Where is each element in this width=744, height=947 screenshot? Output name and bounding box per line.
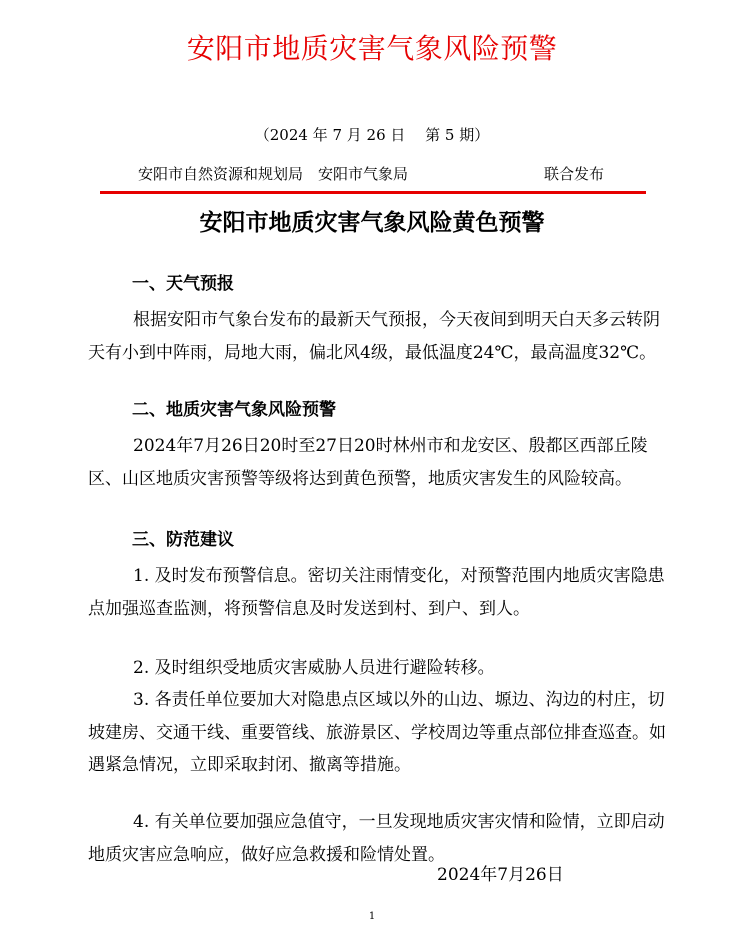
section-heading-advice: 三、防范建议 — [132, 530, 234, 550]
issue-line: （2024 年 7 月 26 日 第 5 期） — [254, 126, 490, 144]
paragraph-advice-1: 1. 及时发布预警信息。密切关注雨情变化，对预警范围内地质灾害隐患点加强巡查监测，将预警信息及时发送到村、到户、到人。 — [88, 566, 665, 619]
issuing-agencies-names: 安阳市自然资源和规划局 安阳市气象局 — [138, 165, 409, 183]
joint-release-label: 联合发布 — [543, 165, 604, 183]
issuing-agencies — [138, 163, 608, 185]
paragraph-advice-3: 3. 各责任单位要加大对隐患点区域以外的山边、塬边、沟边的村庄，切坡建房、交通干线、重要管线、旅游景区、学校周边等重点部位排查巡查。如遇紧急情况，立即采取封闭、撤离等措施。 — [88, 690, 666, 775]
paragraph-advice-4: 4. 有关单位要加强应急值守，一旦发现地质灾害灾情和险情，立即启动地质灾害应急响应，做好应急救援和险情处置。 — [88, 812, 665, 865]
page-number: 1 — [368, 911, 376, 922]
header-red-rule — [100, 191, 646, 194]
document-title: 安阳市地质灾害气象风险黄色预警 — [199, 210, 545, 236]
section-heading-weather: 一、天气预报 — [132, 274, 234, 294]
paragraph-weather: 根据安阳市气象台发布的最新天气预报，今天夜间到明天白天多云转阴天有小到中阵雨，局地大雨，偏北风4级，最低温度24℃，最高温度32℃。 — [88, 310, 660, 363]
issue-date: 2024年7月26日 — [437, 865, 564, 885]
paragraph-risk-warning: 2024年7月26日20时至27日20时林州市和龙安区、殷都区西部丘陵区、山区地质灾害预警等级将达到黄色预警，地质灾害发生的风险较高。 — [88, 436, 648, 489]
masthead-title: 安阳市地质灾害气象风险预警 — [186, 32, 558, 65]
section-heading-risk-warning: 二、地质灾害气象风险预警 — [132, 400, 336, 420]
paragraph-advice-2: 2. 及时组织受地质灾害威胁人员进行避险转移。 — [133, 658, 495, 678]
